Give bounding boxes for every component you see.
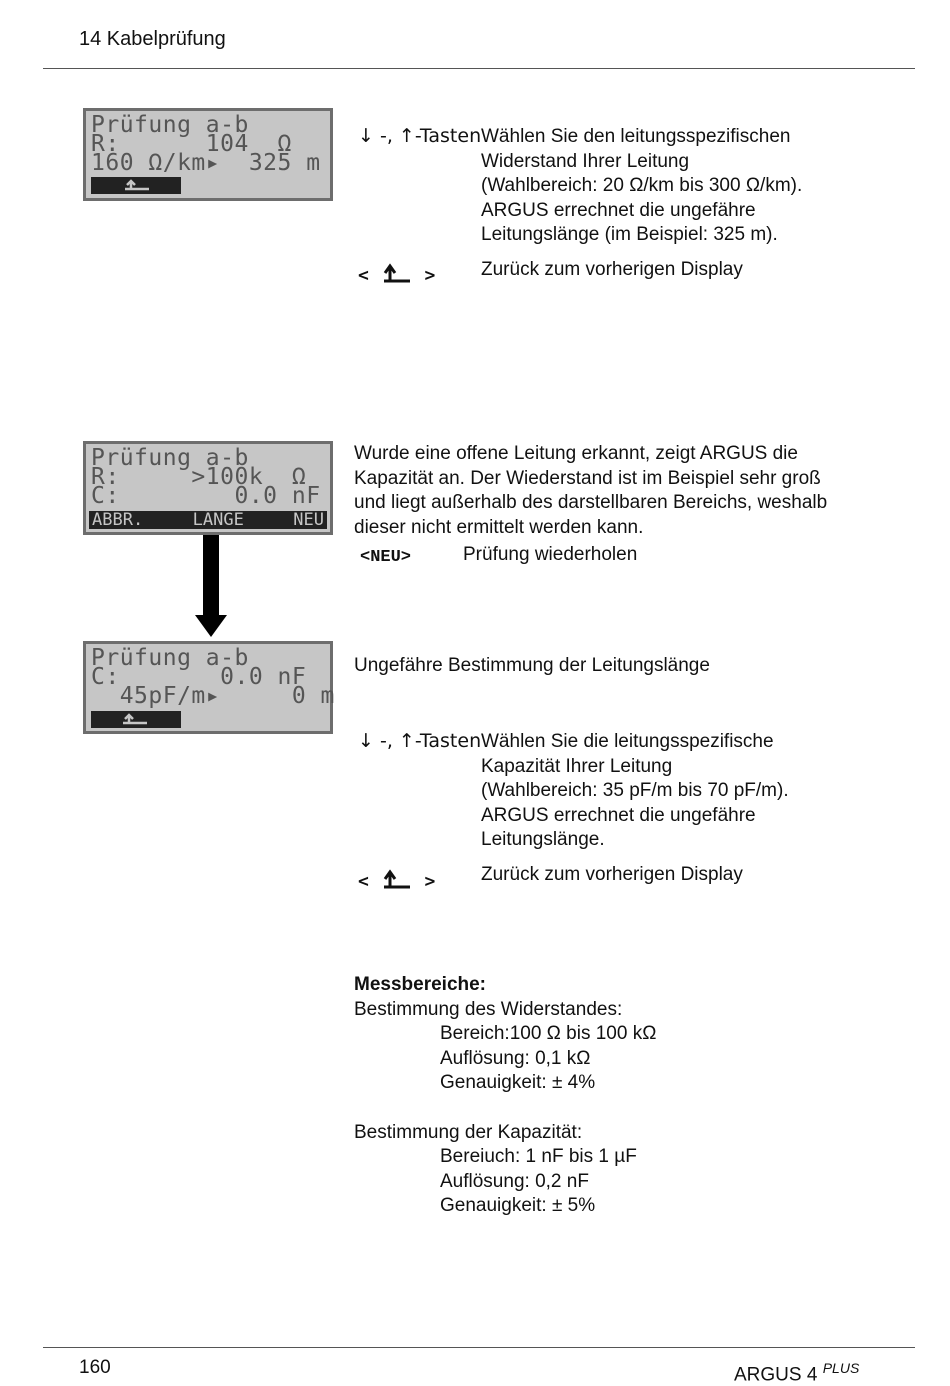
lcd-line-3: 160 Ω/km▸ 325 m [91,150,321,176]
back-key-label: < > [358,868,435,892]
lcd-line-3: C: 0.0 nF [91,483,321,509]
open-line-paragraph [354,442,827,540]
text-line: und liegt außerhalb des darstellbaren Bereichs, weshalb [354,492,828,514]
product-suffix: PLUS [822,1360,860,1376]
text-line: Leitungslänge. [481,829,605,851]
back-arrow-icon [380,868,414,890]
capacitance-description [481,730,789,853]
lcd-softkey-bar [89,511,327,529]
lcd-line-2: C: 0.0 nF [91,664,307,690]
text-line: Wurde eine offene Leitung erkannt, zeigt ARGUS die [354,443,798,464]
back-description: Zurück zum vorherigen Display [481,864,743,885]
ranges-title: Messbereiche: [354,974,487,995]
flow-down-arrow-icon [193,535,229,639]
text-line: (Wahlbereich: 20 Ω/km bis 300 Ω/km). [481,175,803,197]
lcd-line-1: Prüfung a-b [91,645,249,671]
capacitance-resolution: Auflösung: 0,2 nF [440,1170,589,1192]
length-heading: Ungefähre Bestimmung der Leitungslänge [354,655,710,676]
text-line: Kapazität Ihrer Leitung [481,755,673,777]
text-line: (Wahlbereich: 35 pF/m bis 70 pF/m). [481,780,789,802]
header-rule [43,68,915,69]
softkey-neu: NEU [293,510,324,530]
lcd-display-open-line [83,441,333,535]
product-label: ARGUS 4 [734,1364,818,1386]
lcd-line-3: 45pF/m▸ 0 m [91,683,335,709]
text-line: Widerstand Ihrer Leitung [481,150,690,172]
neu-key-label: <NEU> [360,548,412,567]
lcd-back-softkey [91,177,181,194]
softkey-abbr: ABBR. [92,510,144,530]
resistance-range: Bereich:100 Ω bis 100 kΩ [440,1023,657,1045]
resistance-heading: Bestimmung des Widerstandes: [354,998,623,1020]
product-name [734,1360,859,1386]
page-number: 160 [79,1357,111,1378]
lcd-line-1: Prüfung a-b [91,445,249,471]
resistance-accuracy: Genauigkeit: ± 4% [440,1072,596,1094]
capacitance-accuracy: Genauigkeit: ± 5% [440,1195,596,1217]
text-line: ARGUS errechnet die ungefähre [481,199,756,221]
lcd-line-2: R: 104 Ω [91,131,292,157]
lcd-display-capacitance [83,641,333,734]
lcd-line-1: Prüfung a-b [91,112,249,138]
arrow-keys-label: ↓ -, ↑-Tasten [358,125,482,147]
text-line: ARGUS errechnet die ungefähre [481,804,756,826]
text-line: Kapazität an. Der Wiederstand ist im Beispiel sehr groß [354,467,821,489]
text-line: Wählen Sie den leitungsspezifischen [481,126,791,147]
back-arrow-icon [380,262,414,284]
arrow-keys-label: ↓ -, ↑-Tasten [358,730,482,752]
footer-rule [43,1347,915,1348]
neu-description: Prüfung wiederholen [463,544,638,565]
capacitance-heading: Bestimmung der Kapazität: [354,1121,583,1143]
back-description: Zurück zum vorherigen Display [481,259,743,280]
lcd-display-resistance [83,108,333,201]
text-line: dieser nicht ermittelt werden kann. [354,516,644,538]
resistance-description [481,125,802,248]
lcd-back-softkey [91,711,181,728]
back-arrow-icon [91,711,181,728]
capacitance-range: Bereiuch: 1 nF bis 1 µF [440,1146,637,1168]
back-key-label: < > [358,262,435,286]
text-line: Leitungslänge (im Beispiel: 325 m). [481,224,778,246]
softkey-laenge: LÄNGE [192,510,244,530]
resistance-resolution: Auflösung: 0,1 kΩ [440,1047,591,1069]
lcd-line-2: R: >100k Ω [91,464,307,490]
chapter-title: 14 Kabelprüfung [79,28,226,50]
back-arrow-icon [91,177,181,194]
text-line: Wählen Sie die leitungsspezifische [481,731,774,752]
measurement-ranges [354,973,656,1219]
